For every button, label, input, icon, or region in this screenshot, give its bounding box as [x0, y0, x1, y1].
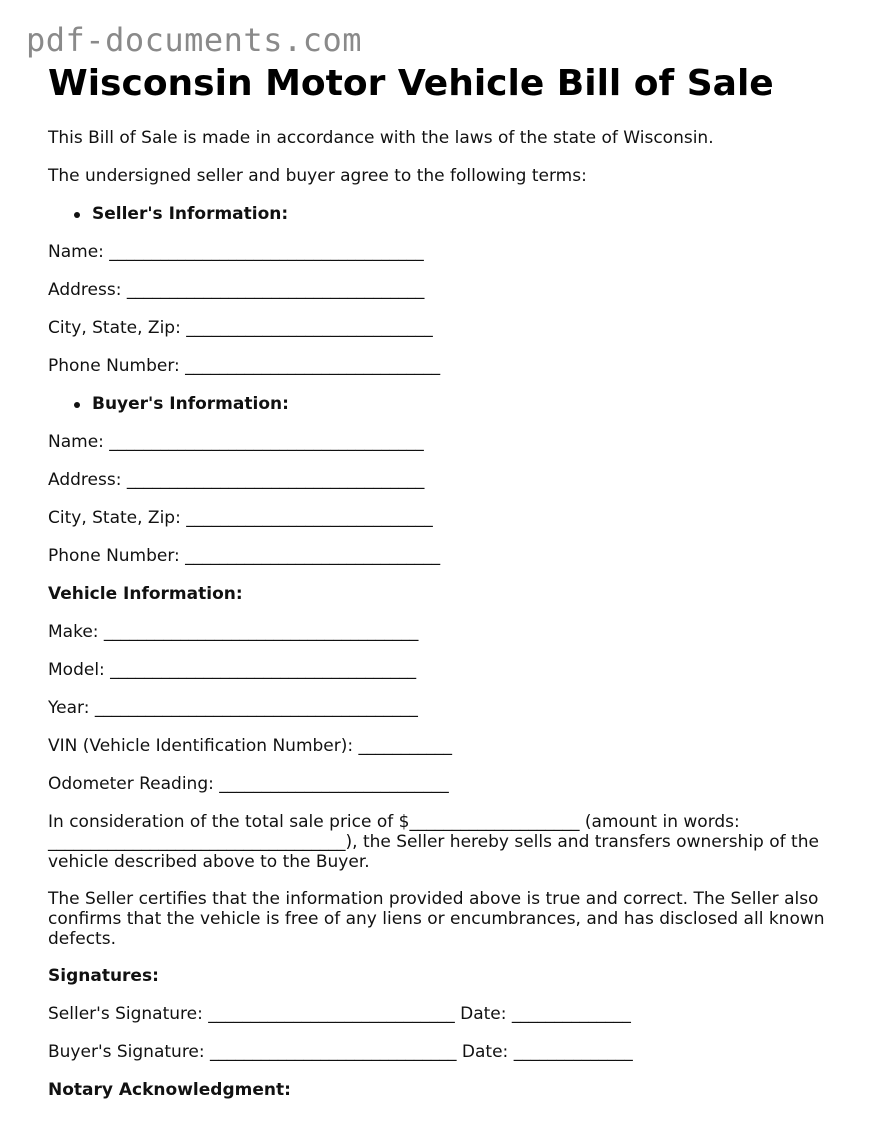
seller-signature-field[interactable]: Seller's Signature: _____________________________ Date: ______________	[48, 1004, 631, 1024]
seller-info-heading-text: Seller's Information:	[92, 204, 289, 224]
seller-city-state-zip-field[interactable]: City, State, Zip: _____________________________	[48, 318, 433, 338]
vehicle-year-field[interactable]: Year: ______________________________________	[48, 698, 418, 718]
buyer-info-heading-text: Buyer's Information:	[92, 394, 289, 414]
certification-paragraph: The Seller certifies that the information provided above is true and correct. The Seller also confirms that the vehicle is free of any liens or encumbrances, and has disclosed all known defects.	[48, 889, 825, 949]
seller-name-field[interactable]: Name: _____________________________________	[48, 242, 424, 262]
bullet-icon	[74, 212, 80, 218]
signatures-heading: Signatures:	[48, 966, 159, 986]
watermark: pdf-documents.com	[26, 21, 363, 59]
vehicle-vin-field[interactable]: VIN (Vehicle Identification Number): ___________	[48, 736, 453, 756]
buyer-name-field[interactable]: Name: _____________________________________	[48, 432, 424, 452]
vehicle-odometer-field[interactable]: Odometer Reading: ___________________________	[48, 774, 449, 794]
vehicle-model-field[interactable]: Model: ____________________________________	[48, 660, 417, 680]
seller-phone-field[interactable]: Phone Number: ______________________________	[48, 356, 441, 376]
bullet-icon	[74, 402, 80, 408]
consideration-paragraph[interactable]: In consideration of the total sale price of $____________________ (amount in words: ___________________________________), the Seller hereby sells and transfers ownership of the vehicle described above to the Buyer.	[48, 812, 819, 872]
intro-law-statement: This Bill of Sale is made in accordance with the laws of the state of Wisconsin.	[48, 128, 714, 148]
buyer-city-state-zip-field[interactable]: City, State, Zip: _____________________________	[48, 508, 433, 528]
seller-address-field[interactable]: Address: ___________________________________	[48, 280, 425, 300]
notary-heading: Notary Acknowledgment:	[48, 1080, 291, 1100]
document-body	[48, 62, 848, 1118]
vehicle-info-heading: Vehicle Information:	[48, 584, 243, 604]
vehicle-make-field[interactable]: Make: _____________________________________	[48, 622, 419, 642]
seller-info-heading	[48, 204, 848, 225]
page-title: Wisconsin Motor Vehicle Bill of Sale	[48, 63, 774, 104]
buyer-info-heading	[48, 394, 848, 415]
buyer-signature-field[interactable]: Buyer's Signature: _____________________________ Date: ______________	[48, 1042, 633, 1062]
buyer-phone-field[interactable]: Phone Number: ______________________________	[48, 546, 441, 566]
buyer-address-field[interactable]: Address: ___________________________________	[48, 470, 425, 490]
intro-agreement-statement: The undersigned seller and buyer agree to the following terms:	[48, 166, 587, 186]
